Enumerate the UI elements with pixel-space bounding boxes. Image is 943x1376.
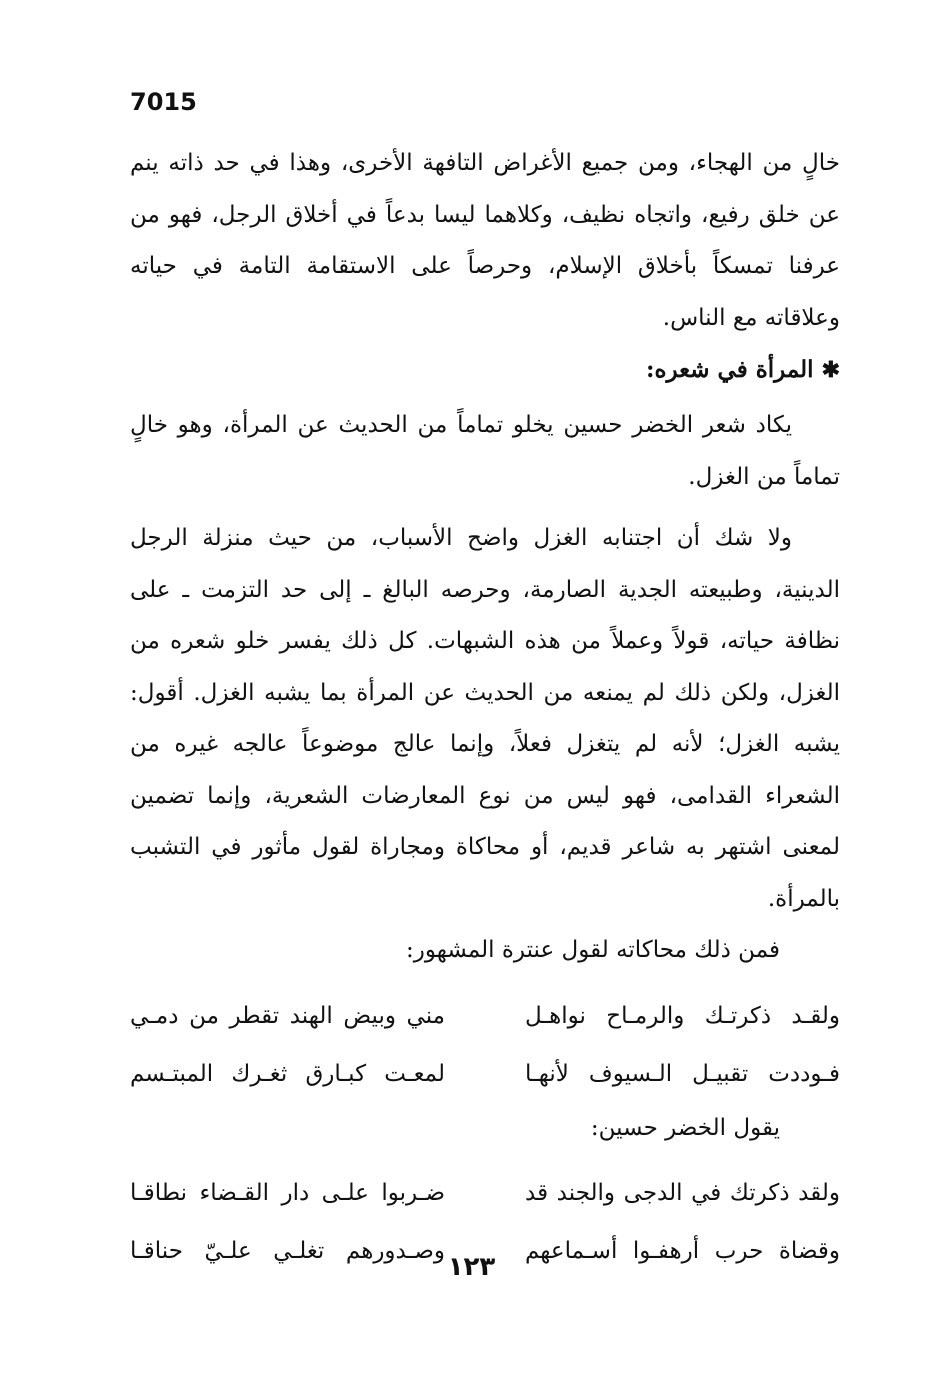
verse-line — [130, 987, 840, 1045]
verse-second-hemistich: لمعـت كبـارق ثغـرك المبتـسم — [130, 1060, 445, 1087]
page-number: ١٢٣ — [447, 1252, 496, 1282]
verse-intro-antara: فمن ذلك محاكاته لقول عنترة المشهور: — [406, 937, 780, 963]
verse-intro-khidr: يقول الخضر حسين: — [590, 1114, 780, 1141]
verse-second-hemistich: وصـدورهم تغلـي علـيّ حناقـا — [130, 1238, 445, 1264]
paragraph-3: ولا شك أن اجتنابه الغزل واضح الأسباب، من حيث منزلة الرجل الدينية، وطبيعته الجدية الصارمة، وحرصه البالغ ـ إلى حد التزمت ـ على نظافة حياته، قولاً وعملاً من هذه الشبهات. كل ذلك يفسر خلو شعره من الغزل، ولكن ذلك لم يمنعه من الحديث عن المرأة بما يشبه الغزل. أقول: يشبه الغزل؛ لأنه لم يتغزل فعلاً، وإنما عالج موضوعاً عالجه غيره من الشعراء القدامى، فهو ليس من نوع المعارضات الشعرية، وإنما تضمين لمعنى اشتهر به شاعر قديم، أو محاكاة ومجاراة لقول مأثور في التشبب بالمرأة. — [130, 525, 840, 912]
asterisk-icon: ✱ — [821, 357, 840, 383]
verse-first-hemistich: ولقـد ذكرتـك والرمـاح نواهـل — [525, 1002, 840, 1029]
section-heading — [130, 344, 840, 400]
paragraph-2: يكاد شعر الخضر حسين يخلو تماماً من الحديث عن المرأة، وهو خالٍ تماماً من الغزل. — [130, 412, 840, 490]
paragraph-1: خالٍ من الهجاء، ومن جميع الأغراض التافهة الأخرى، وهذا في حد ذاته ينم عن خلق رفيع، واتجاه نظيف، وكلاهما ليسا بدعاً في أخلاق الرجل، فهو من عرفنا تمسكاً بأخلاق الإسلام، وحرصاً على الاستقامة التامة في حياته وعلاقاته مع الناس. — [130, 150, 841, 331]
verse-line — [130, 1164, 840, 1222]
page-code: 7015 — [130, 88, 197, 116]
verse-second-hemistich: مني وبيض الهند تقطر من دمـي — [130, 1002, 445, 1029]
verse-first-hemistich: فـوددت تقبيـل الـسيوف لأنهـا — [525, 1060, 840, 1087]
verse-first-hemistich: وقضاة حرب أرهفـوا أسـماعهم — [525, 1238, 840, 1264]
page-body — [130, 138, 840, 1280]
section-heading-text: المرأة في شعره: — [645, 356, 814, 383]
verse-second-hemistich: ضـربوا علـى دار القـضاء نطاقـا — [130, 1180, 445, 1206]
verse-line — [130, 1045, 840, 1103]
verse-first-hemistich: ولقد ذكرتك في الدجى والجند قد — [525, 1180, 840, 1206]
